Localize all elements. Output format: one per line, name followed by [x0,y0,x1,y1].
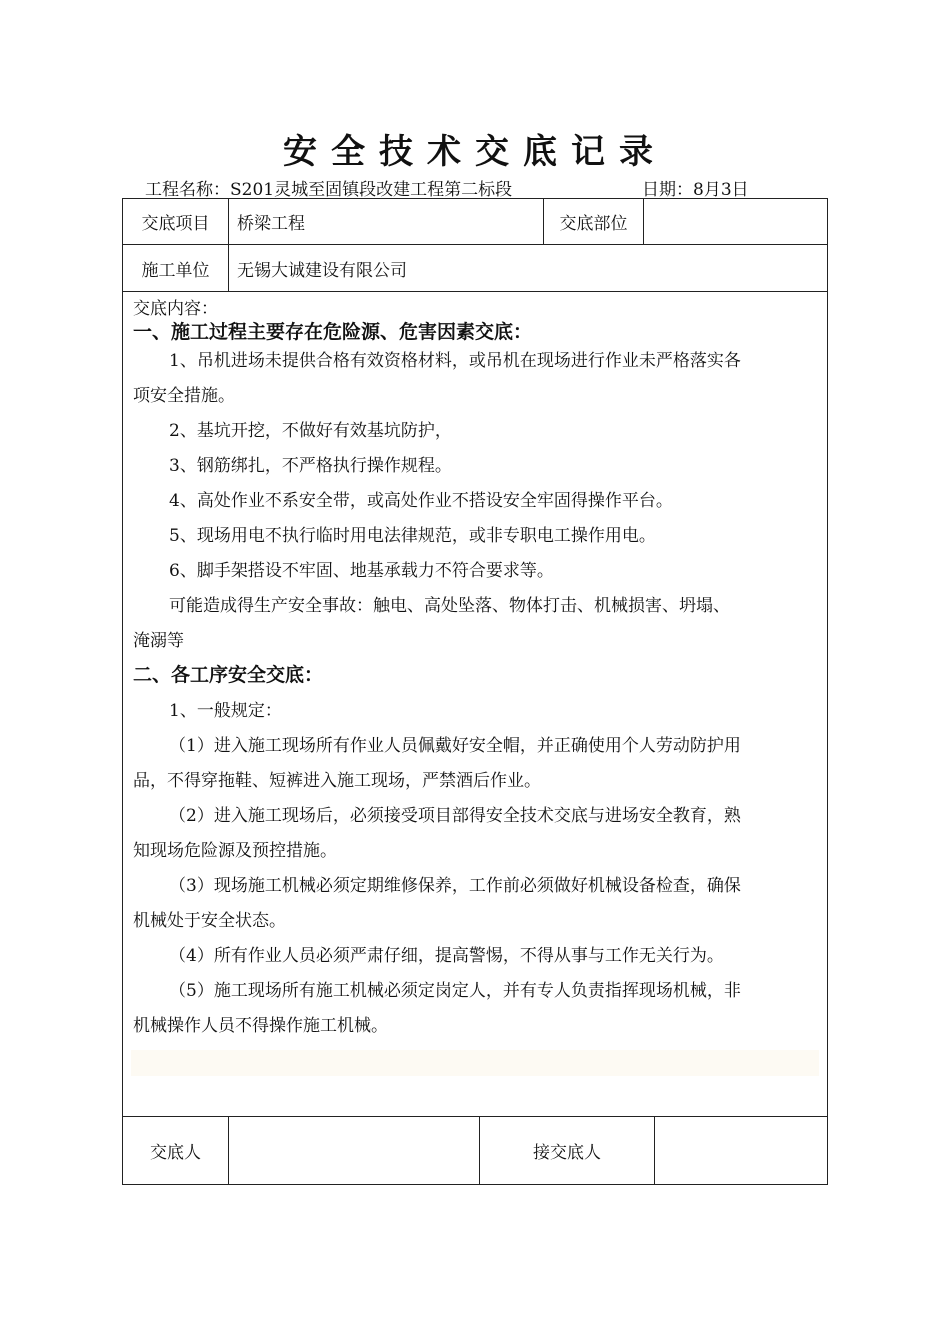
signature-row [123,1117,827,1184]
unit-value: 无锡大诚建设有限公司 [237,260,407,281]
hazard-3: 3、钢筋绑扎，不严格执行操作规程。 [169,456,452,476]
rule-3-line1: （3）现场施工机械必须定期维修保养，工作前必须做好机械设备检查，确保 [169,876,741,896]
hazard-6: 6、脚手架搭设不牢固、地基承载力不符合要求等。 [169,561,554,581]
shaded-blank-line [131,1050,819,1076]
section1-heading: 一、施工过程主要存在危险源、危害因素交底： [133,321,533,343]
table-row [123,245,827,292]
content-intro: 交底内容： [133,299,218,319]
part-label: 交底部位 [544,199,644,244]
rule-2-line2: 知现场危险源及预控措施。 [133,841,337,861]
unit-label: 施工单位 [123,245,229,291]
project-name: 工程名称：S201灵城至固镇段改建工程第二标段 [145,180,513,200]
record-date: 日期：8月3日 [642,180,749,200]
rule-2-line1: （2）进入施工现场后，必须接受项目部得安全技术交底与进场安全教育，熟 [169,806,741,826]
page-title: 安全技术交底记录 [283,132,667,172]
hazard-1-line1: 1、吊机进场未提供合格有效资格材料，或吊机在现场进行作业未严格落实各 [169,351,741,371]
rule-4: （4）所有作业人员必须严肃仔细，提高警惕，不得从事与工作无关行为。 [169,946,724,966]
giver-label: 交底人 [123,1117,229,1184]
table-row [123,199,827,245]
giver-signature [229,1117,480,1184]
rule-1-line1: （1）进入施工现场所有作业人员佩戴好安全帽，并正确使用个人劳动防护用 [169,736,741,756]
hazard-5: 5、现场用电不执行临时用电法律规范，或非专职电工操作用电。 [169,526,656,546]
receiver-signature [655,1117,829,1184]
rule-3-line2: 机械处于安全状态。 [133,911,286,931]
part-value [644,199,829,244]
hazard-4: 4、高处作业不系安全带，或高处作业不搭设安全牢固得操作平台。 [169,491,673,511]
item-label: 交底项目 [123,199,229,244]
accidents-line1: 可能造成得生产安全事故：触电、高处坠落、物体打击、机械损害、坍塌、 [169,596,730,616]
section2-heading: 二、各工序安全交底： [133,664,324,686]
receiver-label: 接交底人 [480,1117,655,1184]
rule-5-line2: 机械操作人员不得操作施工机械。 [133,1016,388,1036]
accidents-line2: 淹溺等 [133,631,184,651]
hazard-2: 2、基坑开挖，不做好有效基坑防护， [169,421,452,441]
hazard-1-line2: 项安全措施。 [133,386,235,406]
rule-1-line2: 品，不得穿拖鞋、短裤进入施工现场，严禁酒后作业。 [133,771,541,791]
item-value: 桥梁工程 [229,199,544,244]
general-rules-heading: 1、一般规定： [169,701,282,721]
content-cell [123,292,827,1117]
rule-5-line1: （5）施工现场所有施工机械必须定岗定人，并有专人负责指挥现场机械，非 [169,981,741,1001]
record-table [122,198,828,1185]
